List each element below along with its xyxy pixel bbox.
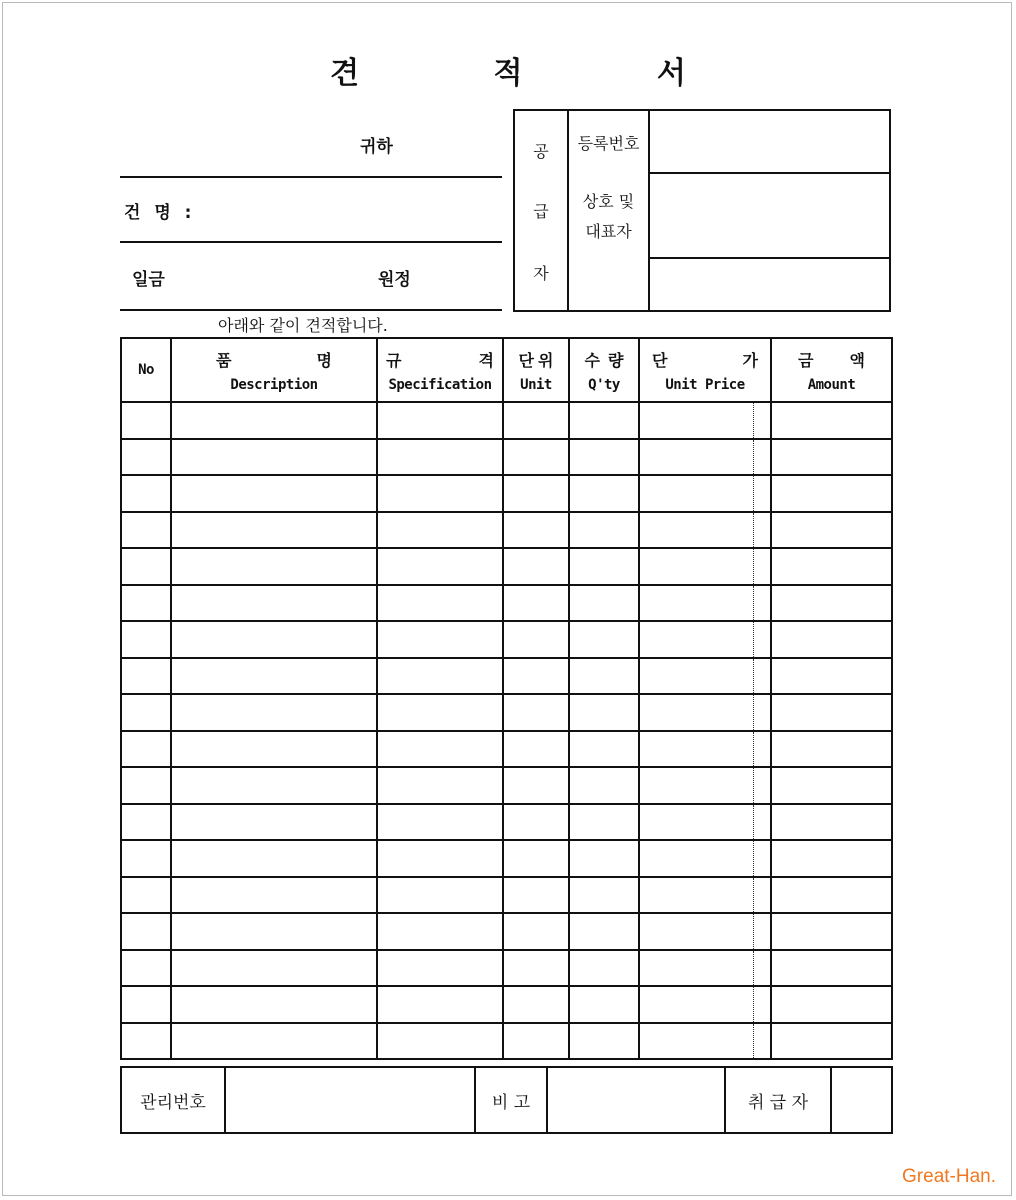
cell-quantity[interactable] — [569, 840, 639, 877]
cell-no[interactable] — [121, 548, 171, 585]
header-en-label: Unit — [520, 376, 552, 393]
cell-no[interactable] — [121, 767, 171, 804]
cell-amount[interactable] — [771, 1023, 892, 1060]
subject-label: 건 명 : — [124, 203, 196, 223]
cell-description[interactable] — [171, 439, 377, 476]
cell-specification[interactable] — [377, 585, 503, 622]
cell-no[interactable] — [121, 950, 171, 987]
table-row — [121, 913, 892, 950]
header-amount — [771, 338, 892, 402]
items-table — [120, 337, 893, 1060]
cell-unit-price[interactable] — [639, 950, 771, 987]
cell-amount[interactable] — [771, 913, 892, 950]
brand-watermark: Great-Han. — [902, 1166, 996, 1187]
cell-amount[interactable] — [771, 439, 892, 476]
header-no — [121, 338, 171, 402]
cell-amount[interactable] — [771, 475, 892, 512]
table-row — [121, 767, 892, 804]
cell-amount[interactable] — [771, 804, 892, 841]
cell-no[interactable] — [121, 658, 171, 695]
cell-description[interactable] — [171, 731, 377, 768]
cell-specification[interactable] — [377, 950, 503, 987]
header-en-label: Specification — [388, 376, 492, 393]
header-ko-char: 가 — [742, 350, 758, 370]
cell-quantity[interactable] — [569, 950, 639, 987]
table-row — [121, 950, 892, 987]
cell-description[interactable] — [171, 1023, 377, 1060]
cell-specification[interactable] — [377, 658, 503, 695]
cell-specification[interactable] — [377, 877, 503, 914]
cell-unit-price[interactable] — [639, 877, 771, 914]
cell-unit[interactable] — [503, 804, 569, 841]
cell-amount[interactable] — [771, 548, 892, 585]
table-row — [121, 658, 892, 695]
supplier-label-char: 급 — [533, 202, 549, 221]
cell-specification[interactable] — [377, 1023, 503, 1060]
cell-description[interactable] — [171, 767, 377, 804]
header-no-label: No — [138, 362, 154, 378]
cell-quantity[interactable] — [569, 731, 639, 768]
cell-amount[interactable] — [771, 512, 892, 549]
cell-description[interactable] — [171, 877, 377, 914]
cell-description[interactable] — [171, 913, 377, 950]
company-field[interactable] — [650, 174, 889, 257]
cell-description[interactable] — [171, 950, 377, 987]
cell-specification[interactable] — [377, 512, 503, 549]
cell-unit[interactable] — [503, 475, 569, 512]
cell-quantity[interactable] — [569, 694, 639, 731]
cell-amount[interactable] — [771, 731, 892, 768]
header-en-label: Description — [230, 376, 318, 393]
remarks-label: 비 고 — [475, 1067, 547, 1133]
amount-label: 일금 — [132, 270, 165, 290]
cell-unit-price[interactable] — [639, 658, 771, 695]
header-ko-char: 수 — [584, 350, 600, 370]
amount-unit: 원정 — [378, 270, 411, 290]
mgmt-no-field[interactable] — [225, 1067, 475, 1133]
cell-no[interactable] — [121, 475, 171, 512]
cell-amount[interactable] — [771, 658, 892, 695]
cell-specification[interactable] — [377, 767, 503, 804]
cell-amount[interactable] — [771, 950, 892, 987]
cell-amount[interactable] — [771, 585, 892, 622]
cell-unit-price[interactable] — [639, 475, 771, 512]
remarks-field[interactable] — [547, 1067, 725, 1133]
cell-no[interactable] — [121, 439, 171, 476]
cell-description[interactable] — [171, 621, 377, 658]
header-ko-char: 격 — [478, 350, 494, 370]
table-row — [121, 548, 892, 585]
table-row — [121, 621, 892, 658]
cell-unit-price[interactable] — [639, 512, 771, 549]
amount-line[interactable] — [120, 309, 502, 311]
cell-quantity[interactable] — [569, 986, 639, 1023]
cell-amount[interactable] — [771, 840, 892, 877]
cell-description[interactable] — [171, 694, 377, 731]
cell-specification[interactable] — [377, 840, 503, 877]
cell-quantity[interactable] — [569, 475, 639, 512]
cell-amount[interactable] — [771, 402, 892, 439]
cell-unit[interactable] — [503, 986, 569, 1023]
cell-amount[interactable] — [771, 621, 892, 658]
header-ko-char: 명 — [316, 350, 332, 370]
reg-no-label: 등록번호 — [577, 134, 640, 153]
header-ko-char: 위 — [538, 350, 554, 370]
mgmt-no-label: 관리번호 — [121, 1067, 225, 1133]
subject-line[interactable] — [120, 241, 502, 243]
table-header-row — [121, 338, 892, 402]
cell-specification[interactable] — [377, 731, 503, 768]
cell-quantity[interactable] — [569, 585, 639, 622]
cell-quantity[interactable] — [569, 658, 639, 695]
cell-description[interactable] — [171, 658, 377, 695]
cell-unit-price[interactable] — [639, 585, 771, 622]
table-row — [121, 694, 892, 731]
table-row — [121, 475, 892, 512]
cell-unit-price[interactable] — [639, 694, 771, 731]
cell-unit-price[interactable] — [639, 402, 771, 439]
footer-table — [120, 1066, 893, 1134]
table-row — [121, 986, 892, 1023]
cell-quantity[interactable] — [569, 913, 639, 950]
cell-description[interactable] — [171, 402, 377, 439]
table-row — [121, 840, 892, 877]
cell-no[interactable] — [121, 621, 171, 658]
cell-unit-price[interactable] — [639, 439, 771, 476]
cell-amount[interactable] — [771, 986, 892, 1023]
handler-field[interactable] — [831, 1067, 892, 1133]
cell-description[interactable] — [171, 512, 377, 549]
table-row — [121, 804, 892, 841]
cell-specification[interactable] — [377, 804, 503, 841]
cell-unit-price[interactable] — [639, 804, 771, 841]
cell-no[interactable] — [121, 585, 171, 622]
cell-specification[interactable] — [377, 913, 503, 950]
cell-no[interactable] — [121, 1023, 171, 1060]
cell-unit[interactable] — [503, 694, 569, 731]
company-label: 상호 및 — [582, 192, 635, 211]
reg-no-field[interactable] — [650, 111, 889, 172]
cell-description[interactable] — [171, 548, 377, 585]
cell-unit-price[interactable] — [639, 986, 771, 1023]
table-row — [121, 877, 892, 914]
cell-specification[interactable] — [377, 986, 503, 1023]
recipient-line — [120, 176, 502, 178]
cell-no[interactable] — [121, 402, 171, 439]
cell-no[interactable] — [121, 913, 171, 950]
cell-description[interactable] — [171, 804, 377, 841]
cell-no[interactable] — [121, 694, 171, 731]
cell-unit[interactable] — [503, 402, 569, 439]
cell-description[interactable] — [171, 585, 377, 622]
cell-unit-price[interactable] — [639, 767, 771, 804]
header-unit — [503, 338, 569, 402]
cell-unit[interactable] — [503, 621, 569, 658]
header-en-label: Amount — [807, 376, 856, 393]
header-ko-char: 규 — [386, 350, 402, 370]
quote-notice: 아래와 같이 견적합니다. — [218, 316, 388, 335]
header-description — [171, 338, 377, 402]
cell-quantity[interactable] — [569, 767, 639, 804]
cell-specification[interactable] — [377, 694, 503, 731]
cell-quantity[interactable] — [569, 439, 639, 476]
cell-unit-price[interactable] — [639, 548, 771, 585]
header-specification — [377, 338, 503, 402]
header-quantity — [569, 338, 639, 402]
representative-label: 대표자 — [585, 222, 632, 241]
header-en-label: Unit Price — [665, 376, 745, 393]
table-row — [121, 1023, 892, 1060]
supplier-label-char: 자 — [533, 264, 549, 283]
cell-no[interactable] — [121, 877, 171, 914]
header-ko-char: 액 — [849, 350, 865, 370]
header-ko-char: 금 — [798, 350, 814, 370]
cell-unit[interactable] — [503, 512, 569, 549]
cell-unit[interactable] — [503, 877, 569, 914]
cell-unit[interactable] — [503, 913, 569, 950]
cell-unit-price[interactable] — [639, 913, 771, 950]
header-ko-char: 품 — [216, 350, 232, 370]
cell-quantity[interactable] — [569, 804, 639, 841]
header-ko-char: 단 — [518, 350, 534, 370]
cell-unit[interactable] — [503, 585, 569, 622]
cell-unit[interactable] — [503, 767, 569, 804]
cell-unit[interactable] — [503, 439, 569, 476]
document-title: 견 적 서 — [330, 56, 748, 91]
table-row — [121, 439, 892, 476]
cell-no[interactable] — [121, 986, 171, 1023]
cell-amount[interactable] — [771, 694, 892, 731]
table-row — [121, 512, 892, 549]
cell-unit[interactable] — [503, 840, 569, 877]
cell-amount[interactable] — [771, 767, 892, 804]
cell-unit-price[interactable] — [639, 731, 771, 768]
handler-label: 취 급 자 — [725, 1067, 831, 1133]
cell-specification[interactable] — [377, 402, 503, 439]
table-row — [121, 731, 892, 768]
cell-quantity[interactable] — [569, 877, 639, 914]
cell-quantity[interactable] — [569, 512, 639, 549]
cell-unit-price[interactable] — [639, 621, 771, 658]
cell-specification[interactable] — [377, 548, 503, 585]
cell-unit[interactable] — [503, 1023, 569, 1060]
cell-specification[interactable] — [377, 621, 503, 658]
cell-quantity[interactable] — [569, 1023, 639, 1060]
cell-no[interactable] — [121, 804, 171, 841]
cell-unit[interactable] — [503, 548, 569, 585]
header-unit-price — [639, 338, 771, 402]
cell-specification[interactable] — [377, 475, 503, 512]
header-en-label: Q'ty — [588, 376, 620, 393]
supplier-box — [513, 109, 891, 312]
cell-description[interactable] — [171, 475, 377, 512]
cell-description[interactable] — [171, 986, 377, 1023]
recipient-honorific: 귀하 — [360, 137, 393, 157]
cell-no[interactable] — [121, 512, 171, 549]
cell-unit[interactable] — [503, 950, 569, 987]
cell-no[interactable] — [121, 731, 171, 768]
cell-no[interactable] — [121, 840, 171, 877]
table-row — [121, 402, 892, 439]
cell-unit-price[interactable] — [639, 1023, 771, 1060]
cell-unit-price[interactable] — [639, 840, 771, 877]
supplier-extra-field[interactable] — [650, 259, 889, 310]
cell-unit[interactable] — [503, 731, 569, 768]
supplier-label-char: 공 — [533, 142, 549, 161]
cell-quantity[interactable] — [569, 621, 639, 658]
header-ko-char: 단 — [652, 350, 668, 370]
table-row — [121, 585, 892, 622]
cell-specification[interactable] — [377, 439, 503, 476]
footer-row — [121, 1067, 892, 1133]
cell-unit[interactable] — [503, 658, 569, 695]
cell-quantity[interactable] — [569, 402, 639, 439]
header-ko-char: 량 — [608, 350, 624, 370]
cell-quantity[interactable] — [569, 548, 639, 585]
cell-amount[interactable] — [771, 877, 892, 914]
cell-description[interactable] — [171, 840, 377, 877]
